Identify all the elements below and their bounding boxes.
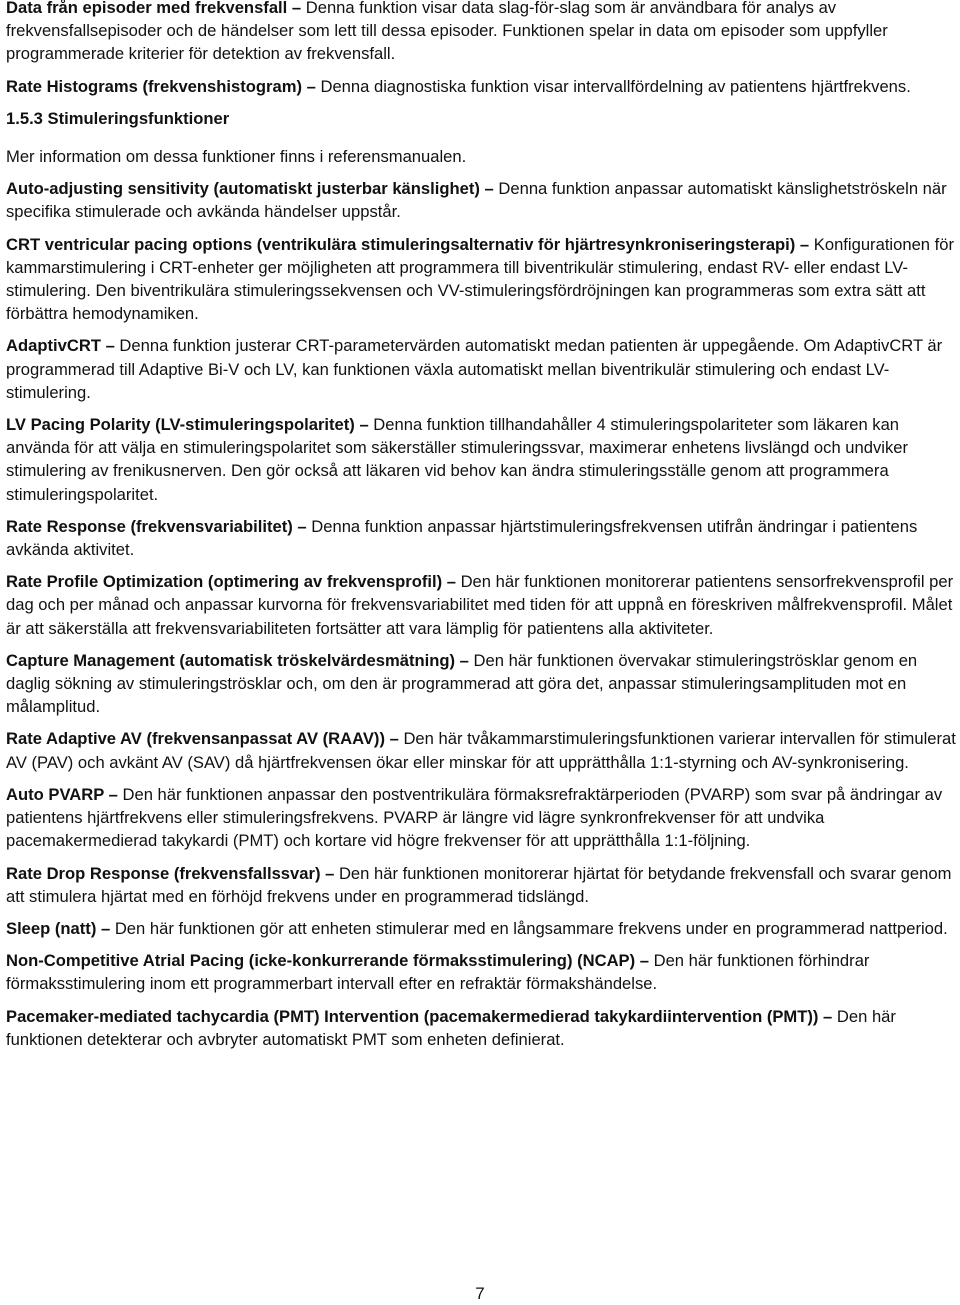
section-intro: Mer information om dessa funktioner finns i referensmanualen. <box>6 147 467 167</box>
term: LV Pacing Polarity (LV-stimuleringspolaritet) – <box>6 415 369 435</box>
description: Den här funktionen detekterar och avbryter automatiskt PMT som enheten definierat. <box>6 1006 896 1049</box>
description: Denna funktion anpassar hjärtstimuleringsfrekvensen utifrån ändringar i patientens avkända aktivitet. <box>6 516 918 560</box>
description: Den här funktionen anpassar den postventrikulära förmaksrefraktärperioden (PVARP) som svar på ändringar av patientens hjärtfrekvens eller stimuleringsfrekvens. PVARP är längre vid lägre synkronfrekvenser för att undvika pacemakermedierad takykardi (PMT) och kortare vid högre frekvenser för att upprätthålla 1:1-följning. <box>6 784 943 851</box>
description: Denna funktion visar data slag-för-slag som är användbara för analys av frekvensfallsepisoder och de händelser som lett till dessa episoder. Funktionen spelar in data om episoder som uppfyller programmerade kriterier för detektion av frekvensfall. <box>6 0 888 64</box>
term: Auto-adjusting sensitivity (automatiskt justerbar känslighet) – <box>6 179 494 199</box>
paragraph-rate-adaptive-av <box>6 727 958 773</box>
term: Auto PVARP – <box>6 784 118 804</box>
term: Rate Profile Optimization (optimering av frekvensprofil) – <box>6 572 456 592</box>
description: Den här funktionen gör att enheten stimulerar med en långsammare frekvens under en programmerad nattperiod. <box>110 918 948 938</box>
description: Den här funktionen monitorerar patientens sensorfrekvensprofil per dag och per månad och anpassar kurvorna för frekvensvariabilitet med tiden för att uppnå en föreskriven målfrekvensprofil. Målet är att säkerställa att frekvensvariabiliteten fortsätter att vara lämplig för patientens alla aktiviteter. <box>6 572 954 638</box>
paragraph-lv-pacing-polarity <box>6 413 958 506</box>
description: Denna funktion anpassar automatiskt känslighetströskeln när specifika stimulerade och avkända händelser uppstår. <box>6 179 947 222</box>
term: Rate Response (frekvensvariabilitet) – <box>6 516 307 536</box>
term: Rate Adaptive AV (frekvensanpassat AV (RAAV)) – <box>6 729 399 749</box>
description: Den här funktionen monitorerar hjärtat för betydande frekvensfall och svarar genom att stimulera hjärtat med en förhöjd frekvens under en programmerad tidslängd. <box>6 863 952 906</box>
section-number: 1.5.3 <box>6 108 43 128</box>
paragraph-rate-profile-optimization <box>6 570 958 640</box>
paragraph-rate-drop-response <box>6 862 958 908</box>
description: Den här funktionen förhindrar förmaksstimulering inom ett programmerbart intervall efter en refraktär förmakshändelse. <box>6 951 870 994</box>
term: Non-Competitive Atrial Pacing (icke-konkurrerande förmaksstimulering) (NCAP) – <box>6 951 649 971</box>
paragraph-auto-adjusting-sensitivity <box>6 177 958 223</box>
feature-list <box>6 177 958 1051</box>
page-number: 7 <box>475 1284 485 1303</box>
term: Rate Drop Response (frekvensfallssvar) – <box>6 863 335 883</box>
paragraph-adaptivcrt <box>6 334 958 404</box>
paragraph-auto-pvarp <box>6 783 958 853</box>
paragraph-rate-response <box>6 515 958 561</box>
paragraph-pmt-intervention <box>6 1005 958 1051</box>
intro-paragraphs <box>6 0 958 98</box>
term: Pacemaker-mediated tachycardia (PMT) Intervention (pacemakermedierad takykardiintervention (PMT)) – <box>6 1006 833 1026</box>
section-title: Stimuleringsfunktioner <box>47 108 230 128</box>
term: Data från episoder med frekvensfall – <box>6 0 302 17</box>
term: Rate Histograms (frekvenshistogram) – <box>6 76 316 96</box>
term: Capture Management (automatisk tröskelvärdesmätning) – <box>6 650 469 670</box>
description: Den här tvåkammarstimuleringsfunktionen varierar intervallen för stimulerat AV (PAV) och avkänt AV (SAV) då hjärtfrekvensen ökar eller minskar för att upprätthålla 1:1-styrning och AV-synkronisering. <box>6 729 956 772</box>
description: Denna funktion justerar CRT-parametervärden automatiskt medan patienten är uppegående. Om AdaptivCRT är programmerad till Adaptive Bi-V och LV, kan funktionen växla automatiskt mellan biventrikulär stimulering och endast LV-stimulering. <box>6 336 943 402</box>
paragraph-sleep <box>6 917 958 940</box>
description: Den här funktionen övervakar stimuleringströsklar genom en daglig sökning av stimuleringströsklar och, om den är programmerad att göra det, anpassar stimuleringsamplituden mot en målamplitud. <box>6 650 918 717</box>
description: Konfigurationen för kammarstimulering i CRT-enheter ger möjligheten att programmera till biventrikulär stimulering, endast RV- eller endast LV-stimulering. Den biventrikulära stimuleringssekvensen och VV-stimuleringsfördröjningen kan programmeras som extra sätt att förbättra hemodynamiken. <box>6 234 955 324</box>
term: CRT ventricular pacing options (ventrikulära stimuleringsalternativ för hjärtresynkroniseringsterapi) – <box>6 234 810 254</box>
paragraph-capture-management <box>6 649 958 719</box>
description: Denna diagnostiska funktion visar intervallfördelning av patientens hjärtfrekvens. <box>315 76 911 96</box>
term: AdaptivCRT – <box>6 336 115 356</box>
description: Denna funktion tillhandahåller 4 stimuleringspolariteter som läkaren kan använda för att välja en stimuleringspolaritet som säkerställer stimuleringssvar, maximerar enhetens livslängd och undviker stimulering av frenikusnerven. Den gör också att läkaren vid behov kan ändra stimuleringsställe genom att programmera stimuleringspolaritet. <box>6 415 909 504</box>
paragraph-rate-histograms <box>6 75 958 98</box>
paragraph-ncap <box>6 949 958 995</box>
term: Sleep (natt) – <box>6 918 111 938</box>
document-page <box>6 0 958 1060</box>
section-heading <box>6 107 958 130</box>
paragraph-rate-drop-episodes <box>6 0 958 66</box>
paragraph-crt-pacing-options <box>6 233 958 326</box>
